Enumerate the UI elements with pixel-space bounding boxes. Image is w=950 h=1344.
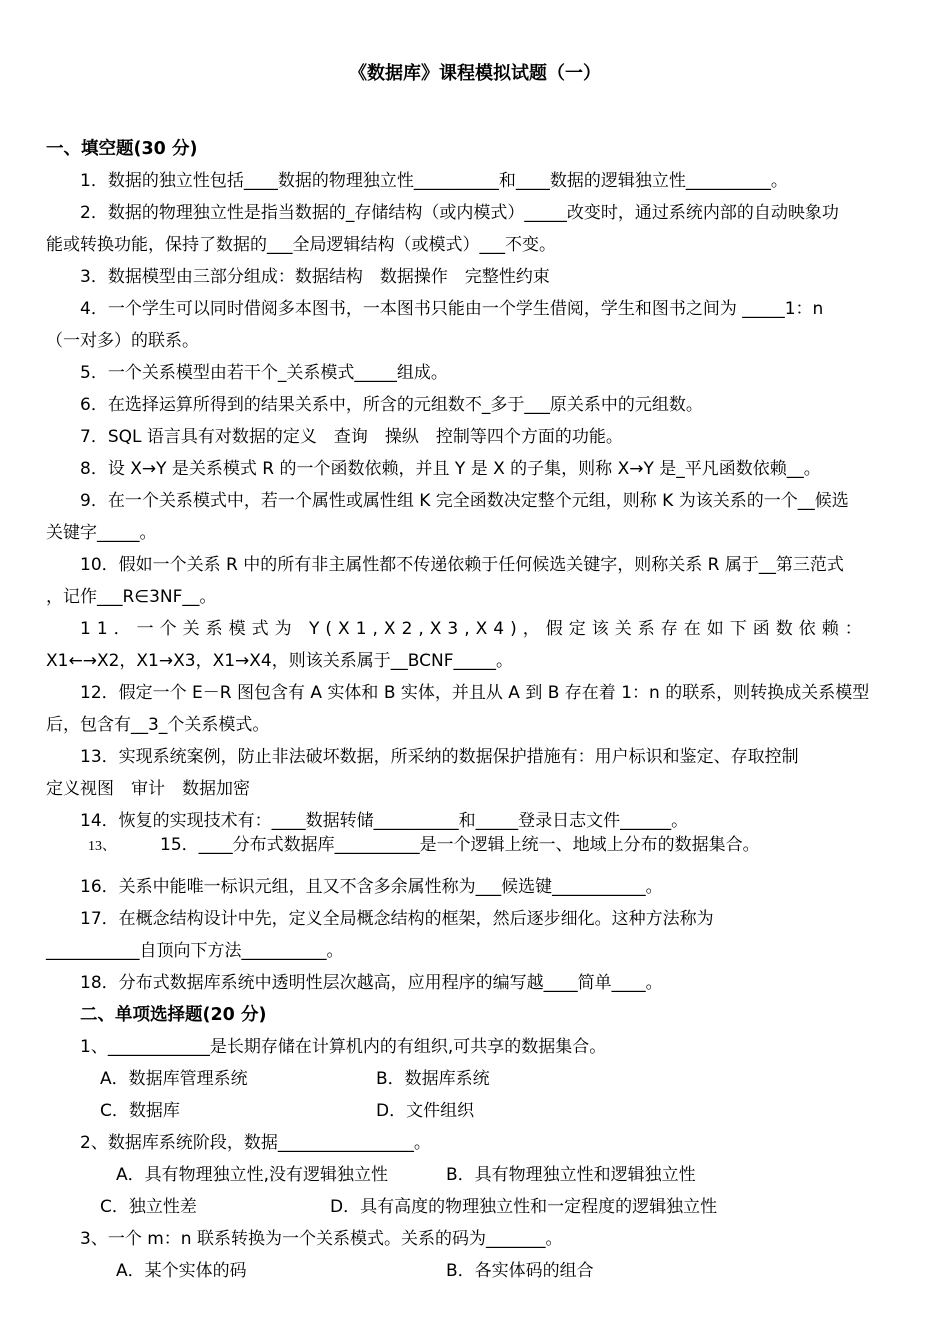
choice-2-option-a: A．具有物理独立性,没有逻辑独立性 [116,1165,389,1185]
choice-question-2: 2、数据库系统阶段，数据________________。 [80,1133,431,1153]
stray-number-label: 13、 [88,839,116,854]
choice-2-option-d: D．具有高度的物理独立性和一定程度的逻辑独立性 [330,1197,718,1217]
question-13-line-2: 定义视图 审计 数据加密 [46,779,250,799]
question-1: 1．数据的独立性包括____数据的物理独立性__________和____数据的逻辑独立性__________。 [80,171,788,191]
question-3: 3．数据模型由三部分组成：数据结构 数据操作 完整性约束 [80,267,550,287]
question-4-line-2: （一对多）的联系。 [46,331,199,351]
question-2-line-2: 能或转换功能，保持了数据的___全局逻辑结构（或模式）___不变。 [46,235,556,255]
choice-2-option-b: B．具有物理独立性和逻辑独立性 [446,1165,696,1185]
choice-1-option-a: A．数据库管理系统 [100,1069,248,1089]
question-6: 6．在选择运算所得到的结果关系中，所含的元组数不_多于___原关系中的元组数。 [80,395,703,415]
question-7: 7．SQL 语言具有对数据的定义 查询 操纵 控制等四个方面的功能。 [80,427,623,447]
question-14: 14．恢复的实现技术有：____数据转储__________和_____登录日志文件______。 [80,811,689,831]
question-12-line-2: 后，包含有__3_个关系模式。 [46,715,270,735]
question-11-line-2: X1←→X2，X1→X3，X1→X4，则该关系属于__BCNF_____。 [46,651,513,671]
choice-question-1: 1、____________是长期存储在计算机内的有组织,可共享的数据集合。 [80,1037,607,1057]
question-4-line-1: 4．一个学生可以同时借阅多本图书，一本图书只能由一个学生借阅，学生和图书之间为 _____1：n [80,299,824,319]
choice-2-option-c: C．独立性差 [100,1197,197,1217]
question-12-line-1: 12．假定一个 E－R 图包含有 A 实体和 B 实体，并且从 A 到 B 存在着 1：n 的联系，则转换成关系模型 [80,683,870,703]
section-heading-single-choice: 二、单项选择题(20 分) [80,1005,267,1025]
question-5: 5．一个关系模型由若干个_关系模式_____组成。 [80,363,448,383]
choice-3-option-a: A．某个实体的码 [116,1261,247,1281]
question-10-line-1: 10．假如一个关系 R 中的所有非主属性都不传递依赖于任何候选关键字，则称关系 R 属于__第三范式 [80,555,844,575]
choice-1-option-b: B．数据库系统 [376,1069,490,1089]
question-11-line-1: 11．一个关系模式为 Y(X1,X2,X3,X4)，假定该关系存在如下函数依赖： [80,619,868,639]
question-17-line-2: ___________自顶向下方法__________。 [46,941,344,961]
question-18: 18．分布式数据库系统中透明性层次越高，应用程序的编写越____简单____。 [80,973,663,993]
choice-1-option-d: D．文件组织 [376,1101,475,1121]
question-9-line-1: 9．在一个关系模式中，若一个属性或属性组 K 完全函数决定整个元组，则称 K 为该关系的一个__候选 [80,491,849,511]
question-16: 16．关系中能唯一标识元组，且又不含多余属性称为___候选键___________。 [80,877,663,897]
question-8: 8．设 X→Y 是关系模式 R 的一个函数依赖，并且 Y 是 X 的子集，则称 X→Y 是_平凡函数依赖__。 [80,459,821,479]
question-2-line-1: 2．数据的物理独立性是指当数据的_存储结构（或内模式）_____改变时，通过系统内部的自动映象功 [80,203,839,223]
question-10-line-2: ，记作___R∈3NF__。 [46,587,217,607]
question-9-line-2: 关键字_____。 [46,523,157,543]
question-15: 15．____分布式数据库__________是一个逻辑上统一、地域上分布的数据集合。 [160,835,760,855]
choice-1-option-c: C．数据库 [100,1101,180,1121]
question-13-line-1: 13．实现系统案例，防止非法破坏数据，所采纳的数据保护措施有：用户标识和鉴定、存取控制 [80,747,799,767]
page-title: 《数据库》课程模拟试题（一） [349,63,601,84]
question-17-line-1: 17．在概念结构设计中先，定义全局概念结构的框架，然后逐步细化。这种方法称为 [80,909,714,929]
choice-3-option-b: B．各实体码的组合 [446,1261,594,1281]
choice-question-3: 3、一个 m：n 联系转换为一个关系模式。关系的码为_______。 [80,1229,563,1249]
section-heading-fill-blank: 一、填空题(30 分) [46,139,198,159]
